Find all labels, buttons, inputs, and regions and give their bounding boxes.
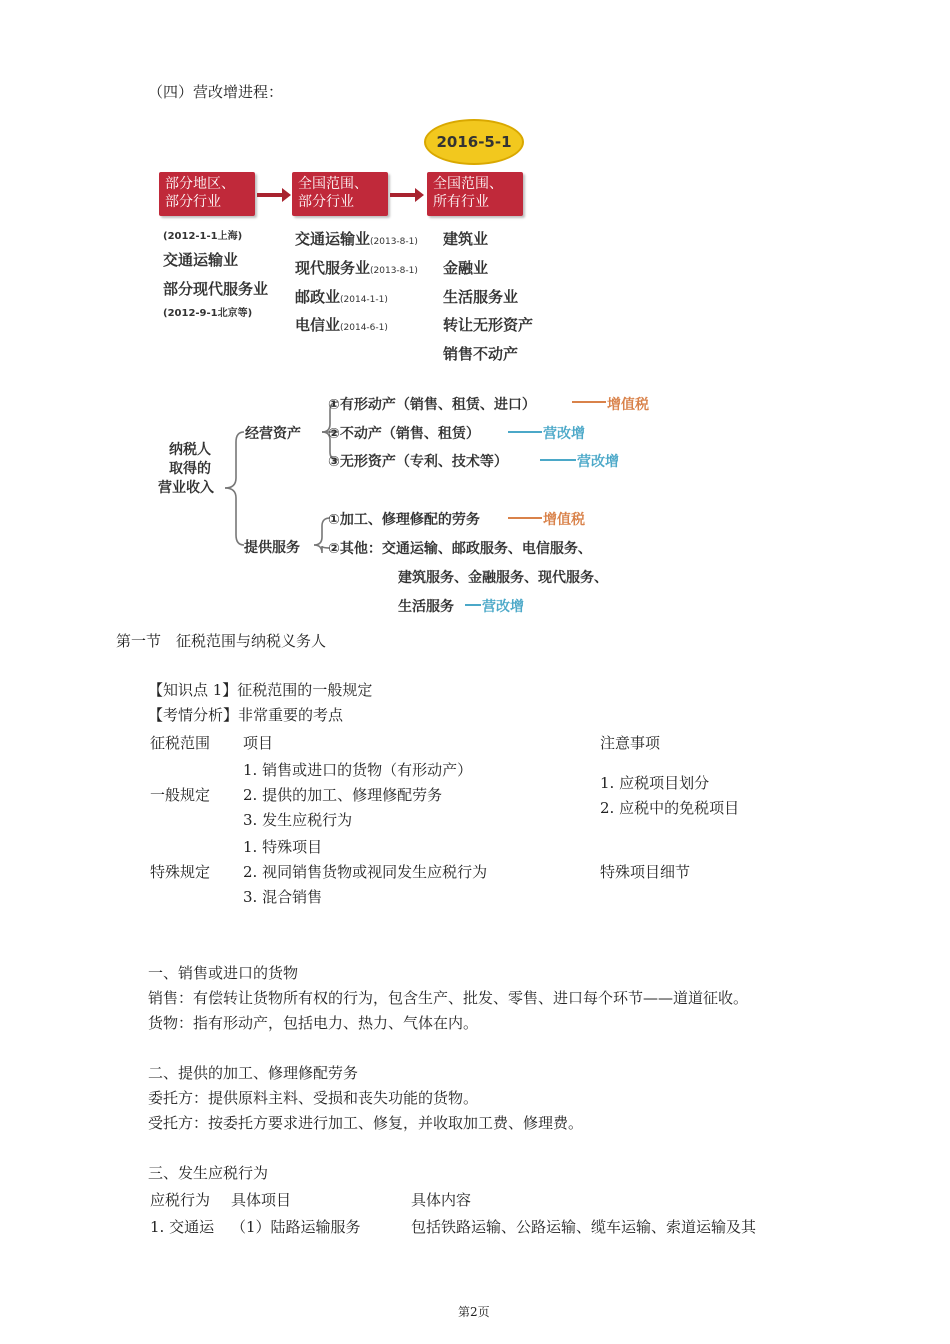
row1-scope: 一般规定	[150, 786, 211, 804]
branch-operating-assets: 经营资产	[245, 426, 301, 442]
part3-row1-item: （1）陆路运输服务	[231, 1218, 361, 1236]
exam-analysis: 【考情分析】非常重要的考点	[148, 706, 344, 724]
section-title: 第一节 征税范围与纳税义务人	[116, 632, 327, 650]
stage-box-1: 部分地区、 部分行业	[159, 172, 255, 216]
tax-tag-reform-2: 营改增	[577, 454, 619, 470]
part3-header-item: 具体项目	[231, 1191, 292, 1209]
col2-item-4: 电信业(2014-6-1)	[295, 316, 388, 334]
stage-box-3: 全国范围、 所有行业	[427, 172, 523, 216]
row1-note-1: 1. 应税项目划分	[600, 774, 710, 792]
row2-item-1: 1. 特殊项目	[243, 838, 323, 856]
row2-scope: 特殊规定	[150, 863, 211, 881]
col3-item-5: 销售不动产	[443, 345, 519, 363]
part1-title: 一、销售或进口的货物	[148, 964, 299, 982]
col2-item-3: 邮政业(2014-1-1)	[295, 288, 388, 306]
tree-other-services-3: 生活服务	[398, 599, 454, 615]
col1-note-1: (2012-1-1上海)	[163, 231, 243, 242]
part3-header-content: 具体内容	[411, 1191, 472, 1209]
tree-tangible-movable: ①有形动产（销售、租赁、进口）	[328, 397, 536, 413]
tree-real-estate: ②不动产（销售、租赁）	[328, 426, 480, 442]
col2-item-1: 交通运输业(2013-8-1)	[295, 230, 418, 248]
part2-title: 二、提供的加工、修理修配劳务	[148, 1064, 359, 1082]
part3-row1-behavior: 1. 交通运	[150, 1218, 215, 1236]
col1-item-1: 交通运输业	[163, 251, 239, 269]
stage-box-2: 全国范围、 部分行业	[292, 172, 388, 216]
col1-item-2: 部分现代服务业	[163, 280, 269, 298]
part2-line-1: 委托方：提供原料主料、受损和丧失功能的货物。	[148, 1089, 479, 1107]
row1-item-2: 2. 提供的加工、修理修配劳务	[243, 786, 443, 804]
tax-tag-vat-1: 增值税	[607, 397, 649, 413]
page-number: 第2页	[458, 1305, 490, 1319]
col1-note-2: (2012-9-1北京等)	[163, 308, 253, 319]
col2-item-2: 现代服务业(2013-8-1)	[295, 259, 418, 277]
row2-note-1: 特殊项目细节	[600, 863, 691, 881]
table-header-scope: 征税范围	[150, 734, 211, 752]
tree-intangible: ③无形资产（专利、技术等）	[328, 454, 508, 470]
row1-item-1: 1. 销售或进口的货物（有形动产）	[243, 761, 473, 779]
progress-heading: （四）营改增进程：	[148, 83, 284, 101]
row1-note-2: 2. 应税中的免税项目	[600, 799, 740, 817]
tax-tag-reform-3: 营改增	[482, 599, 524, 615]
tree-other-services-2: 建筑服务、金融服务、现代服务、	[398, 570, 608, 586]
table-header-notes: 注意事项	[600, 734, 661, 752]
col3-item-1: 建筑业	[443, 230, 489, 248]
part1-line-1: 销售：有偿转让货物所有权的行为，包含生产、批发、零售、进口每个环节——道道征收。	[148, 989, 749, 1007]
table-header-item: 项目	[243, 734, 274, 752]
tree-processing-labor: ①加工、修理修配的劳务	[328, 512, 480, 528]
row2-item-3: 3. 混合销售	[243, 888, 323, 906]
part3-row1-content: 包括铁路运输、公路运输、缆车运输、索道运输及其	[411, 1218, 757, 1236]
tree-other-services-1: ②其他：交通运输、邮政服务、电信服务、	[328, 541, 592, 557]
col3-item-2: 金融业	[443, 259, 489, 277]
tax-tag-reform-1: 营改增	[543, 426, 585, 442]
tax-tag-vat-2: 增值税	[543, 512, 585, 528]
row1-item-3: 3. 发生应税行为	[243, 811, 353, 829]
part1-line-2: 货物：指有形动产，包括电力、热力、气体在内。	[148, 1014, 479, 1032]
part2-line-2: 受托方：按委托方要求进行加工、修复，并收取加工费、修理费。	[148, 1114, 584, 1132]
row2-item-2: 2. 视同销售货物或视同发生应税行为	[243, 863, 488, 881]
col3-item-3: 生活服务业	[443, 288, 519, 306]
part3-header-behavior: 应税行为	[150, 1191, 211, 1209]
branch-services: 提供服务	[244, 540, 300, 556]
part3-title: 三、发生应税行为	[148, 1164, 269, 1182]
tree-root: 纳税人 取得的 营业收入	[158, 442, 214, 496]
col3-item-4: 转让无形资产	[443, 316, 534, 334]
date-oval: 2016-5-1	[424, 119, 524, 165]
knowledge-point: 【知识点 1】征税范围的一般规定	[148, 681, 373, 699]
